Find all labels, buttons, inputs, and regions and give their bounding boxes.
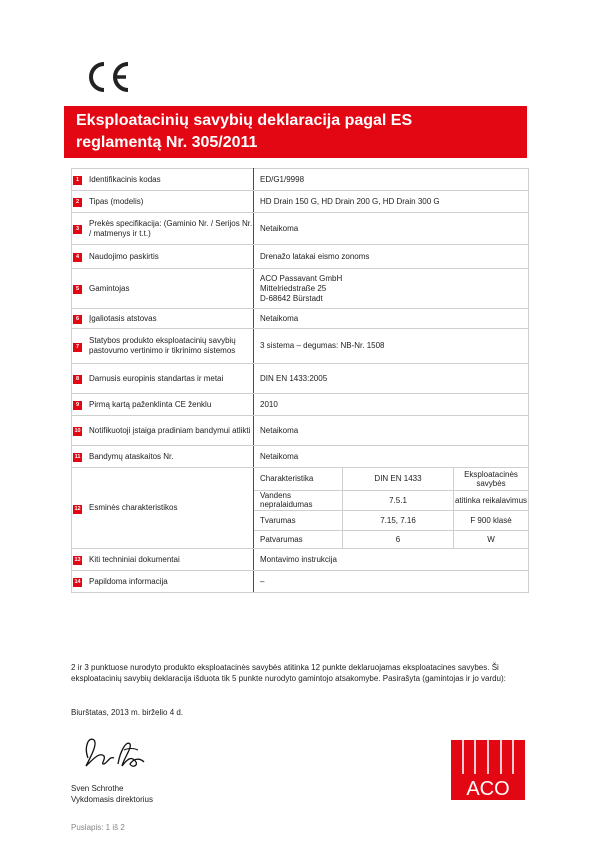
table-row <box>72 169 529 191</box>
signer-name: Sven Schrothe <box>71 784 124 793</box>
cell: 7.5.1 <box>343 490 454 510</box>
row-number-badge: 14 <box>74 579 81 585</box>
row-label: Papildoma informacija <box>83 571 254 593</box>
table-row <box>72 245 529 269</box>
row-number-badge: 7 <box>73 343 82 352</box>
row-number-badge: 13 <box>74 557 81 563</box>
cell: atitinka reikalavimus <box>454 490 529 510</box>
declaration-table <box>71 168 529 593</box>
declaration-title <box>64 106 527 158</box>
address-line: Mittelriedstraße 25 <box>260 283 327 293</box>
row-value: Netaikoma <box>254 309 529 329</box>
row-label: Darnusis europinis standartas ir metai <box>83 364 254 394</box>
row-value: HD Drain 150 G, HD Drain 200 G, HD Drain 300 G <box>254 191 529 213</box>
row-label: Pirmą kartą paženklinta CE ženklu <box>83 394 254 416</box>
row-number-badge: 11 <box>74 454 81 460</box>
address-line: D-68642 Bürstadt <box>260 293 323 303</box>
signer-block <box>71 783 153 805</box>
address-line: ACO Passavant GmbH <box>260 273 343 283</box>
signer-title: Vykdomasis direktorius <box>71 795 153 804</box>
characteristics-table <box>254 468 528 548</box>
row-label: Tipas (modelis) <box>83 191 254 213</box>
row-number-badge: 10 <box>74 428 81 434</box>
row-label: Bandymų ataskaitos Nr. <box>83 446 254 468</box>
row-label: Kiti techniniai dokumentai <box>83 549 254 571</box>
row-value: DIN EN 1433:2005 <box>254 364 529 394</box>
logo-text: ACO <box>466 778 510 800</box>
cell: 6 <box>343 530 454 548</box>
title-line-1: Eksploatacinių savybių deklaracija pagal ES <box>76 112 413 129</box>
row-number-badge: 5 <box>73 285 82 294</box>
cell: 7.15, 7.16 <box>343 510 454 530</box>
table-row <box>72 394 529 416</box>
row-number-badge: 4 <box>73 253 82 262</box>
table-row <box>72 549 529 571</box>
characteristics-row <box>254 510 528 530</box>
characteristics-row <box>254 490 528 510</box>
row-label: Prekės specifikacija: (Gaminio Nr. / Serijos Nr. / matmenys ir t.t.) <box>83 213 254 245</box>
header-cell: Charakteristika <box>254 468 343 490</box>
title-line-2: reglamentą Nr. 305/2011 <box>76 134 258 151</box>
row-value: Netaikoma <box>254 446 529 468</box>
cell: Vandens nepralaidumas <box>254 490 343 510</box>
table-row <box>72 468 529 549</box>
row-number-badge: 2 <box>73 198 82 207</box>
cell: Patvarumas <box>254 530 343 548</box>
row-value: Drenažo latakai eismo zonoms <box>254 245 529 269</box>
table-row <box>72 191 529 213</box>
table-row <box>72 364 529 394</box>
table-row <box>72 446 529 468</box>
characteristics-cell <box>254 468 529 549</box>
row-value: Netaikoma <box>254 416 529 446</box>
row-label: Įgaliotasis atstovas <box>83 309 254 329</box>
cell: F 900 klasė <box>454 510 529 530</box>
table-row <box>72 416 529 446</box>
declaration-statement: 2 ir 3 punktuose nurodyto produkto eksploatacinės savybės atitinka 12 punkte deklaruojamas eksploatacines savybes. Ši eksploatacinių savybių deklaracija išduota tik 5 punkte nurodyto gamintojo atsakomybe. Pasirašyta (gamintojas ir jo vardu): <box>71 663 506 683</box>
table-row <box>72 329 529 364</box>
row-value: – <box>254 571 529 593</box>
row-value: 2010 <box>254 394 529 416</box>
characteristics-header <box>254 468 528 490</box>
header-cell: DIN EN 1433 <box>343 468 454 490</box>
signature-image <box>74 728 154 778</box>
cell: W <box>487 534 495 544</box>
row-value: Netaikoma <box>254 213 529 245</box>
row-label: Notifikuotoji įstaiga pradiniam bandymui atlikti <box>83 416 254 446</box>
table-row <box>72 269 529 309</box>
page-number: Puslapis: 1 iš 2 <box>71 823 125 832</box>
table-row <box>72 309 529 329</box>
row-value: Montavimo instrukcija <box>254 549 529 571</box>
table-row <box>72 213 529 245</box>
row-number-badge: 6 <box>73 315 82 324</box>
row-number-badge: 9 <box>73 401 82 410</box>
row-number-badge: 8 <box>73 375 82 384</box>
row-value: 3 sistema – degumas: NB-Nr. 1508 <box>254 329 529 364</box>
signing-date: Biurštatas, 2013 m. birželio 4 d. <box>71 708 184 717</box>
characteristics-row <box>254 530 528 548</box>
table-row <box>72 571 529 593</box>
row-value: ED/G1/9998 <box>254 169 529 191</box>
row-number-badge: 3 <box>73 225 82 234</box>
row-label: Gamintojas <box>83 269 254 309</box>
row-label: Esminės charakteristikos <box>83 468 254 549</box>
ce-mark-icon <box>84 60 132 94</box>
manufacturer-address <box>254 269 529 309</box>
row-label: Naudojimo paskirtis <box>83 245 254 269</box>
row-number-badge: 12 <box>74 505 81 512</box>
header-cell: Eksploatacinės savybės <box>454 468 529 490</box>
cell: Tvarumas <box>254 510 343 530</box>
aco-logo <box>451 740 525 800</box>
row-label: Statybos produkto eksploatacinių savybių pastovumo vertinimo ir tikrinimo sistemos <box>83 329 254 364</box>
row-label: Identifikacinis kodas <box>83 169 254 191</box>
row-number-badge: 1 <box>73 176 82 185</box>
